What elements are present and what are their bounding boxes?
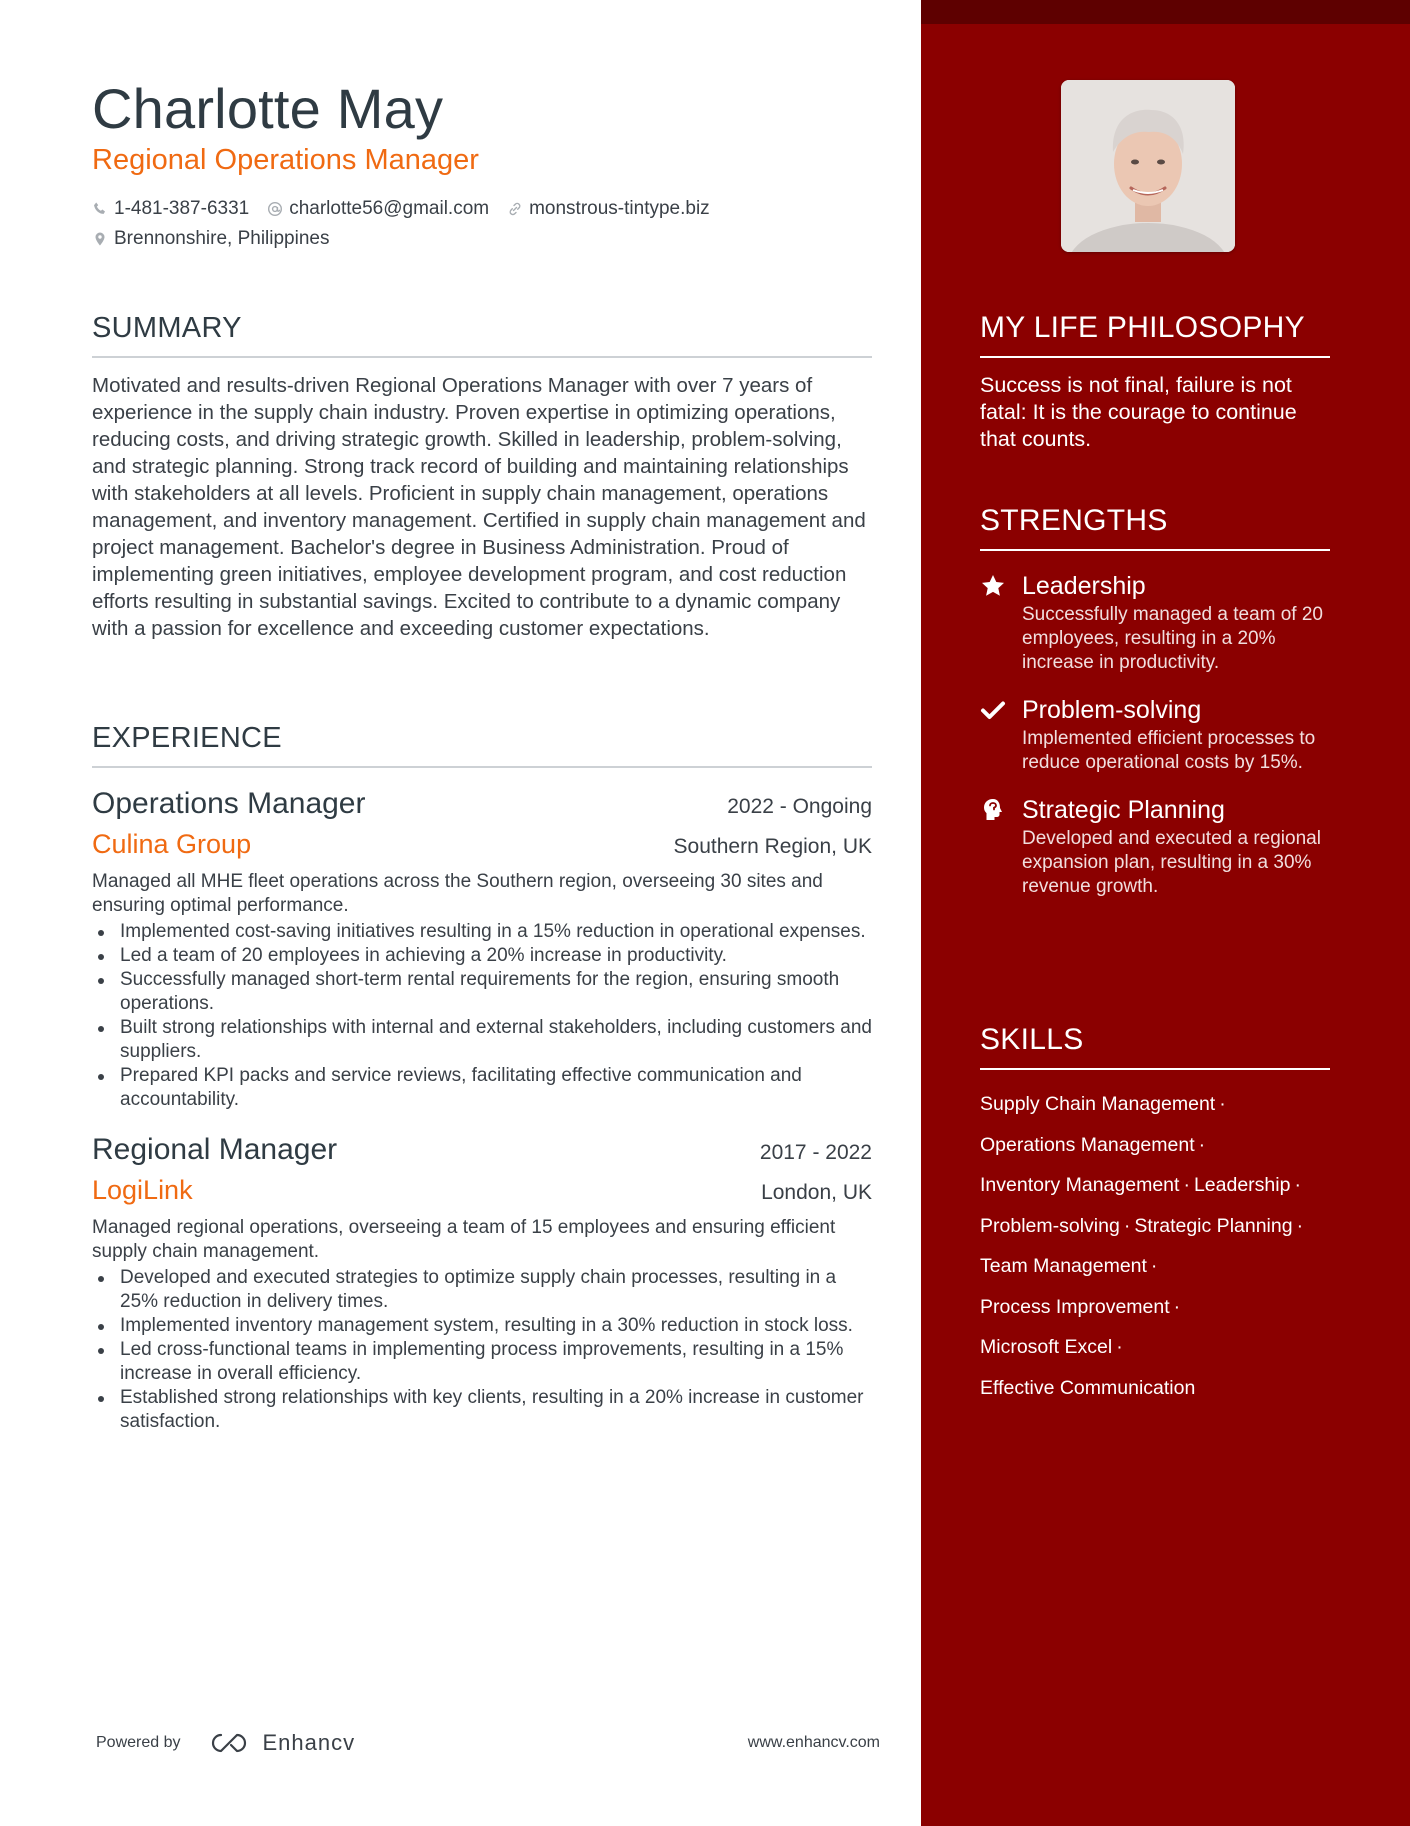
skill-separator: · [1198,1133,1206,1156]
email-text: charlotte56@gmail.com [289,198,490,219]
skill-separator: · [1183,1174,1190,1196]
job-bullet: Implemented cost-saving initiatives resulting in a 15% reduction in operational expenses. [92,920,872,944]
job-dates: 2017 - 2022 [759,1141,872,1164]
candidate-role: Regional Operations Manager [92,144,479,176]
enhancv-logo-icon [207,1731,253,1755]
strength-title: Problem-solving [1022,696,1202,724]
contact-info [92,194,872,254]
star-icon [980,573,1006,599]
skill-separator: · [1296,1214,1304,1237]
job-bullet: Prepared KPI packs and service reviews, facilitating effective communication and accountability. [92,1064,872,1112]
strength-title: Strategic Planning [1022,796,1225,824]
job-bullet: Built strong relationships with internal and external stakeholders, including customers and suppliers. [92,1016,872,1064]
skill-separator: · [1294,1174,1301,1196]
skill-item: Microsoft Excel [980,1336,1113,1358]
job-bullet: Led cross-functional teams in implementing process improvements, resulting in a 15% increase in overall efficiency. [92,1338,872,1386]
job-bullet: Established strong relationships with key clients, resulting in a 20% increase in customer satisfaction. [92,1386,872,1434]
skills-row [980,1327,1330,1368]
job-bullets [92,1266,872,1434]
job-company: Culina Group [92,829,252,859]
skills-section [980,1022,1330,1408]
skill-separator: · [1123,1214,1131,1237]
job-bullet: Developed and executed strategies to optimize supply chain processes, resulting in a 25% reduction in delivery times. [92,1266,872,1314]
page-footer [96,1730,880,1756]
summary-heading: SUMMARY [92,310,872,358]
resume-header [92,76,872,254]
skills-row [980,1206,1330,1247]
job-entry [92,784,872,1112]
experience-heading: EXPERIENCE [92,720,872,768]
portrait-image [1061,80,1235,252]
skill-item: Operations Management [980,1133,1195,1156]
skills-row [980,1165,1330,1206]
profile-photo [1061,80,1235,252]
skills-list [980,1084,1330,1408]
skill-separator: · [1150,1255,1158,1277]
strength-description: Successfully managed a team of 20 employees, resulting in a 20% increase in productivity. [1022,604,1324,673]
website-text: monstrous-tintype.biz [529,198,710,219]
phone-text: 1-481-387-6331 [114,198,250,219]
sidebar [921,0,1410,1826]
strength-item [980,693,1330,775]
philosophy-text: Success is not final, failure is not fatal: It is the courage to continue that counts. [980,373,1297,451]
skill-item: Process Improvement [980,1295,1170,1318]
phone-contact[interactable] [92,194,249,224]
skill-item: Team Management [980,1255,1147,1277]
skills-row [980,1368,1330,1409]
skill-separator: · [1173,1295,1181,1318]
phone-icon [92,201,108,217]
job-location: London, UK [761,1181,872,1204]
skill-separator: · [1219,1093,1226,1115]
skills-row [980,1287,1330,1328]
strength-description: Developed and executed a regional expansion plan, resulting in a 30% revenue growth. [1022,828,1321,897]
skill-item: Inventory Management [980,1174,1180,1196]
job-description: Managed regional operations, overseeing a team of 15 employees and ensuring efficient supply chain management. [92,1217,836,1262]
sidebar-topbar [921,0,1410,24]
strength-title: Leadership [1022,572,1146,600]
strength-item [980,793,1330,899]
philosophy-heading: MY LIFE PHILOSOPHY [980,310,1330,358]
job-entry [92,1130,872,1434]
job-title: Regional Manager [92,1133,338,1166]
philosophy-section [980,310,1330,453]
skill-item: Supply Chain Management [980,1093,1216,1115]
job-bullet: Implemented inventory management system, resulting in a 30% reduction in stock loss. [92,1314,872,1338]
job-bullet: Led a team of 20 employees in achieving a 20% increase in productivity. [92,944,872,968]
strengths-section [980,503,1330,899]
location-contact [92,224,329,254]
email-contact[interactable] [267,194,489,224]
at-sign-icon [267,201,283,217]
check-icon [980,697,1006,723]
job-bullets [92,920,872,1112]
summary-text: Motivated and results-driven Regional Operations Manager with over 7 years of experience in the supply chain industry. Proven expertise in optimizing operations, reducing costs, and driving strategic growth. Skilled in leadership, problem-solving, and strategic planning. Strong track record of building and maintaining relationships with stakeholders at all levels. Proficient in supply chain management, operations management, and inventory management. Certified in supply chain management and project management. Bachelor's degree in Business Administration. Proud of implementing green initiatives, employee development program, and cost reduction efforts resulting in substantial savings. Excited to contribute to a dynamic company with a passion for excellence and exceeding customer expectations. [92,374,866,640]
job-dates: 2022 - Ongoing [727,795,872,818]
powered-by-label: Powered by [96,1734,181,1751]
website-contact[interactable] [507,194,710,224]
strength-description: Implemented efficient processes to reduce operational costs by 15%. [1022,728,1316,773]
skill-item: Strategic Planning [1134,1214,1293,1237]
skills-row [980,1125,1330,1166]
job-bullet: Successfully managed short-term rental requirements for the region, ensuring smooth operations. [92,968,872,1016]
location-pin-icon [92,231,108,247]
strengths-heading: STRENGTHS [980,503,1330,551]
candidate-name: Charlotte May [92,77,444,140]
experience-section [92,720,872,1434]
brain-icon [980,797,1006,823]
powered-by [96,1730,355,1756]
skills-row [980,1084,1330,1125]
job-description: Managed all MHE fleet operations across the Southern region, overseeing 30 sites and ensuring optimal performance. [92,871,823,916]
summary-section [92,310,872,642]
location-text: Brennonshire, Philippines [114,228,330,249]
job-location: Southern Region, UK [673,835,872,858]
job-company: LogiLink [92,1175,193,1205]
skill-item: Leadership [1193,1174,1291,1196]
footer-url[interactable]: www.enhancv.com [747,1734,880,1751]
strength-item [980,569,1330,675]
job-title: Operations Manager [92,787,366,820]
skill-item: Effective Communication [980,1376,1196,1399]
brand-name: Enhancv [262,1730,356,1755]
skills-heading: SKILLS [980,1022,1330,1070]
brand-logo[interactable] [207,1730,356,1756]
skill-separator: · [1116,1336,1123,1358]
skills-row [980,1246,1330,1287]
link-icon [507,201,523,217]
skill-item: Problem-solving [980,1214,1120,1237]
